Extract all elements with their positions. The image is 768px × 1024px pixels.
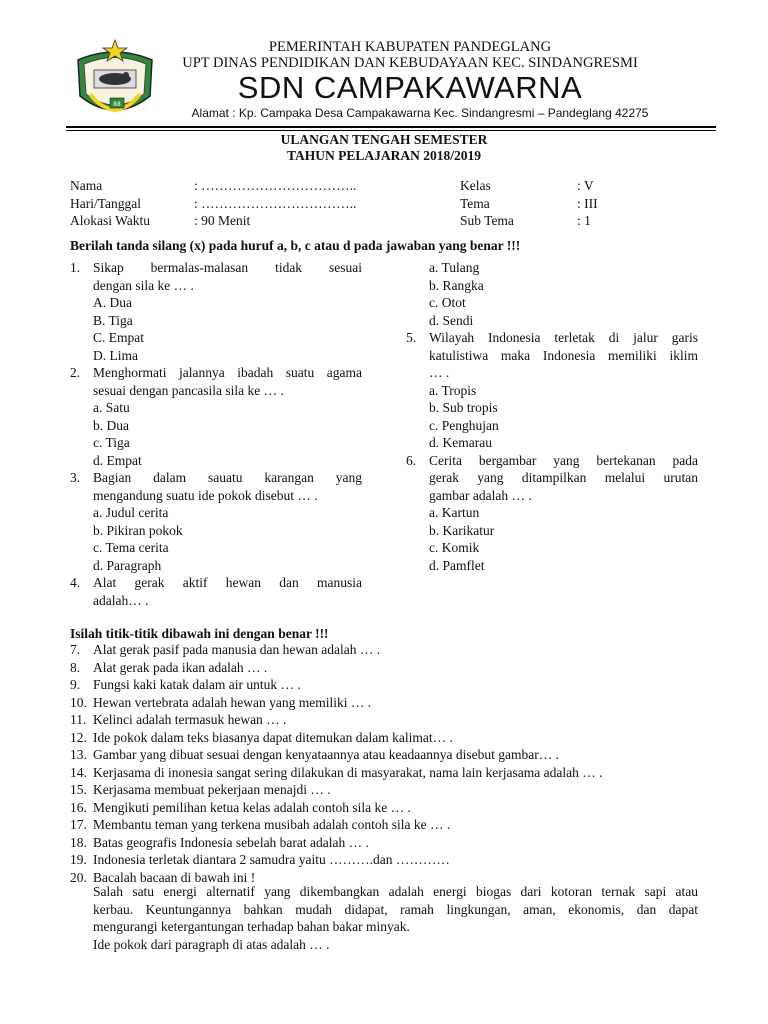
- theme-label: Tema: [460, 195, 490, 211]
- fill-question: Alat gerak pada ikan adalah … .: [93, 659, 268, 675]
- fill-question: Batas geografis Indonesia sebelah barat adalah … .: [93, 834, 369, 850]
- fill-question: Membantu teman yang terkena musibah adalah contoh sila ke … .: [93, 817, 451, 832]
- question-line: [70, 469, 362, 487]
- question-number: [406, 259, 429, 277]
- question-number: 2.: [70, 365, 81, 380]
- option-text: d. Empat: [93, 452, 142, 468]
- question-line: [70, 487, 362, 505]
- answer-option[interactable]: [406, 259, 698, 277]
- exam-year: TAHUN PELAJARAN 2018/2019: [286, 148, 481, 163]
- question-number: [70, 277, 93, 295]
- answer-option[interactable]: [406, 399, 698, 417]
- question-number: 6.: [406, 452, 417, 468]
- school-name: SDN CAMPAKAWARNA: [237, 70, 583, 105]
- fill-question: Kerjasama membuat pekerjaan menajdi … .: [93, 782, 331, 797]
- option-text: c. Otot: [429, 295, 466, 310]
- mc-right-column: [406, 259, 698, 574]
- question-text: Sikap bermalas-malasan tidak sesuai: [93, 260, 362, 275]
- option-text: b. Sub tropis: [429, 400, 498, 415]
- fill-question: Alat gerak pasif pada manusia dan hewan adalah … .: [93, 642, 381, 657]
- question-line: [406, 487, 698, 505]
- school-address: Alamat : Kp. Campaka Desa Campakawarna Kec. Sindangresmi – Pandeglang 42275: [191, 106, 649, 120]
- option-text: c. Tiga: [93, 435, 130, 450]
- question-line: [70, 259, 362, 277]
- question-number: [406, 382, 429, 400]
- question-line: [70, 574, 362, 592]
- question-number: [406, 522, 429, 540]
- question-number: [70, 382, 93, 400]
- question-number: [406, 399, 429, 417]
- question-number: [406, 487, 429, 505]
- fill-question: Ide pokok dalam teks biasanya dapat ditemukan dalam kalimat… .: [93, 729, 453, 745]
- identity-right: [460, 177, 598, 230]
- svg-text:88: 88: [113, 101, 121, 108]
- fill-number: 16.: [70, 799, 87, 815]
- fill-number: 9.: [70, 677, 81, 692]
- answer-option[interactable]: [70, 539, 362, 557]
- subtheme-label: Sub Tema: [460, 213, 514, 228]
- section1-instruction: Berilah tanda silang (x) pada huruf a, b, c atau d pada jawaban yang benar !!!: [70, 238, 521, 253]
- department-name: UPT DINAS PENDIDIKAN DAN KEBUDAYAAN KEC. SINDANGRESMI: [182, 55, 638, 71]
- name-field[interactable]: : ……………………………..: [194, 178, 357, 193]
- header-divider: [66, 126, 716, 128]
- fill-item: [70, 746, 700, 764]
- question-line: [406, 452, 698, 470]
- fill-number: 20.: [70, 869, 87, 885]
- section2-instruction: Isilah titik-titik dibawah ini dengan benar !!!: [70, 626, 329, 641]
- question-number: [70, 504, 93, 522]
- option-text: a. Judul cerita: [93, 505, 169, 520]
- question-number: [406, 539, 429, 557]
- fill-item: [70, 851, 700, 869]
- answer-option[interactable]: [406, 382, 698, 400]
- answer-option[interactable]: [70, 522, 362, 540]
- question-line: [406, 329, 698, 347]
- option-text: c. Komik: [429, 540, 480, 555]
- question-text: Bagian dalam sauatu karangan yang: [93, 470, 362, 485]
- question-line: [406, 347, 698, 365]
- question-number: [70, 294, 93, 312]
- option-text: c. Tema cerita: [93, 540, 169, 555]
- answer-option[interactable]: [70, 417, 362, 435]
- question-number: [70, 522, 93, 540]
- question-number: [70, 329, 93, 347]
- question-number: [70, 557, 93, 575]
- fill-item: [70, 816, 700, 834]
- passage-question: Ide pokok dari paragraph di atas adalah … .: [93, 937, 330, 952]
- fill-question: Indonesia terletak diantara 2 samudra yaitu ……….dan …………: [93, 852, 450, 867]
- question-text: Menghormati jalannya ibadah suatu agama: [93, 365, 362, 380]
- fill-number: 11.: [70, 712, 87, 727]
- answer-option[interactable]: [406, 294, 698, 312]
- fill-number: 14.: [70, 764, 87, 780]
- fill-question: Bacalah bacaan di bawah ini !: [93, 869, 256, 885]
- question-text: dengan sila ke … .: [93, 277, 194, 293]
- question-number: [406, 294, 429, 312]
- option-text: a. Kartun: [429, 505, 480, 520]
- question-line: [70, 277, 362, 295]
- answer-option[interactable]: [70, 312, 362, 330]
- fill-number: 13.: [70, 747, 87, 762]
- fill-question: Hewan vertebrata adalah hewan yang memiliki … .: [93, 694, 372, 710]
- question-number: [70, 487, 93, 505]
- answer-option[interactable]: [70, 504, 362, 522]
- passage-line: Salah satu energi alternatif yang dikembangkan adalah energi biogas dari kotoran ternak sapi atau: [93, 884, 698, 899]
- option-text: b. Karikatur: [429, 522, 495, 538]
- theme-value: : III: [577, 195, 598, 211]
- question-number: [70, 539, 93, 557]
- question-number: [406, 364, 429, 382]
- fill-number: 12.: [70, 729, 87, 745]
- fill-in-list: [70, 641, 700, 886]
- question-number: [70, 312, 93, 330]
- question-text: … .: [429, 365, 450, 380]
- question-text: Alat gerak aktif hewan dan manusia: [93, 575, 362, 590]
- question-number: [406, 277, 429, 295]
- option-text: B. Tiga: [93, 312, 133, 328]
- fill-number: 18.: [70, 834, 87, 850]
- fill-item: [70, 711, 700, 729]
- question-text: adalah… .: [93, 592, 149, 608]
- answer-option[interactable]: [406, 539, 698, 557]
- question-number: [406, 347, 429, 365]
- answer-option[interactable]: [406, 277, 698, 295]
- question-line: [406, 469, 698, 487]
- option-text: b. Rangka: [429, 277, 484, 293]
- subtheme-value: : 1: [577, 213, 591, 228]
- option-text: C. Empat: [93, 330, 144, 345]
- passage-line: kerbau. Keuntungannya bahkan mudah didapat, ramah lingkungan, aman, ekonomis, dan dapat: [93, 901, 698, 917]
- question-number: [70, 347, 93, 365]
- question-text: Wilayah Indonesia terletak di jalur garis: [429, 330, 698, 345]
- reading-passage: [93, 883, 698, 936]
- passage-line: mengurangi ketergantungan terhadap bahan bakar minyak.: [93, 919, 410, 934]
- question-line: [70, 592, 362, 610]
- question-number: [406, 469, 429, 487]
- question-number: [70, 592, 93, 610]
- answer-option[interactable]: [406, 557, 698, 575]
- answer-option[interactable]: [406, 417, 698, 435]
- fill-question: Mengikuti pemilihan ketua kelas adalah contoh sila ke … .: [93, 799, 411, 815]
- question-text: katulistiwa maka Indonesia memiliki iklim: [429, 347, 698, 363]
- time-value: : 90 Menit: [194, 213, 251, 228]
- question-line: [70, 382, 362, 400]
- question-text: sesuai dengan pancasila sila ke … .: [93, 382, 284, 398]
- fill-item: [70, 834, 700, 852]
- date-field[interactable]: : ……………………………..: [194, 195, 357, 211]
- fill-question: Gambar yang dibuat sesuai dengan kenyataannya atau keadaannya disebut gambar… .: [93, 747, 559, 762]
- option-text: a. Tulang: [429, 260, 480, 275]
- answer-option[interactable]: [70, 434, 362, 452]
- question-number: [70, 399, 93, 417]
- fill-item: [70, 799, 700, 817]
- fill-question: Kerjasama di inonesia sangat sering dilakukan di masyarakat, nama lain kerjasama adalah … .: [93, 764, 603, 780]
- answer-option[interactable]: [406, 434, 698, 452]
- question-number: [70, 434, 93, 452]
- exam-title: ULANGAN TENGAH SEMESTER: [280, 132, 488, 147]
- answer-option[interactable]: [70, 329, 362, 347]
- identity-left: [70, 177, 356, 230]
- header-divider-thin: [66, 130, 716, 131]
- answer-option[interactable]: [70, 294, 362, 312]
- fill-number: 19.: [70, 852, 87, 867]
- option-text: d. Paragraph: [93, 557, 162, 573]
- fill-item: [70, 676, 700, 694]
- option-text: b. Dua: [93, 417, 129, 433]
- fill-number: 15.: [70, 782, 87, 797]
- fill-number: 7.: [70, 642, 81, 657]
- fill-item: [70, 729, 700, 747]
- fill-number: 10.: [70, 694, 87, 710]
- question-number: [406, 417, 429, 435]
- option-text: d. Pamflet: [429, 557, 485, 573]
- question-number: 3.: [70, 470, 81, 485]
- question-number: [70, 452, 93, 470]
- question-number: 5.: [406, 330, 417, 345]
- class-label: Kelas: [460, 178, 491, 193]
- date-label: Hari/Tanggal: [70, 195, 142, 211]
- mc-left-column: [70, 259, 362, 609]
- answer-option[interactable]: [70, 399, 362, 417]
- option-text: c. Penghujan: [429, 417, 499, 433]
- question-number: [406, 434, 429, 452]
- option-text: a. Tropis: [429, 382, 477, 398]
- question-number: 4.: [70, 575, 81, 590]
- option-text: b. Pikiran pokok: [93, 522, 183, 538]
- question-number: [70, 417, 93, 435]
- question-line: [406, 364, 698, 382]
- answer-option[interactable]: [70, 452, 362, 470]
- name-label: Nama: [70, 178, 103, 193]
- fill-number: 8.: [70, 659, 81, 675]
- option-text: d. Sendi: [429, 312, 474, 328]
- regency-logo: [70, 38, 160, 124]
- option-text: a. Satu: [93, 400, 130, 415]
- question-number: [406, 312, 429, 330]
- fill-question: Fungsi kaki katak dalam air untuk … .: [93, 677, 301, 692]
- question-number: [406, 557, 429, 575]
- answer-option[interactable]: [406, 312, 698, 330]
- option-text: d. Kemarau: [429, 435, 492, 450]
- question-text: gambar adalah … .: [429, 487, 532, 503]
- fill-item: [70, 764, 700, 782]
- question-number: 1.: [70, 260, 81, 275]
- question-line: [70, 364, 362, 382]
- fill-item: [70, 694, 700, 712]
- option-text: D. Lima: [93, 347, 138, 363]
- answer-option[interactable]: [406, 504, 698, 522]
- fill-item: [70, 659, 700, 677]
- time-label: Alokasi Waktu: [70, 213, 151, 228]
- fill-number: 17.: [70, 817, 87, 832]
- fill-item: [70, 641, 700, 659]
- option-text: A. Dua: [93, 295, 132, 310]
- question-number: [406, 504, 429, 522]
- fill-item: [70, 781, 700, 799]
- fill-question: Kelinci adalah termasuk hewan … .: [93, 712, 287, 727]
- question-text: gerak yang ditampilkan melalui urutan: [429, 470, 698, 485]
- answer-option[interactable]: [70, 347, 362, 365]
- government-name: PEMERINTAH KABUPATEN PANDEGLANG: [268, 39, 552, 55]
- answer-option[interactable]: [70, 557, 362, 575]
- question-text: Cerita bergambar yang bertekanan pada: [429, 452, 698, 468]
- question-text: mengandung suatu ide pokok disebut … .: [93, 487, 318, 503]
- class-value: : V: [577, 178, 594, 193]
- answer-option[interactable]: [406, 522, 698, 540]
